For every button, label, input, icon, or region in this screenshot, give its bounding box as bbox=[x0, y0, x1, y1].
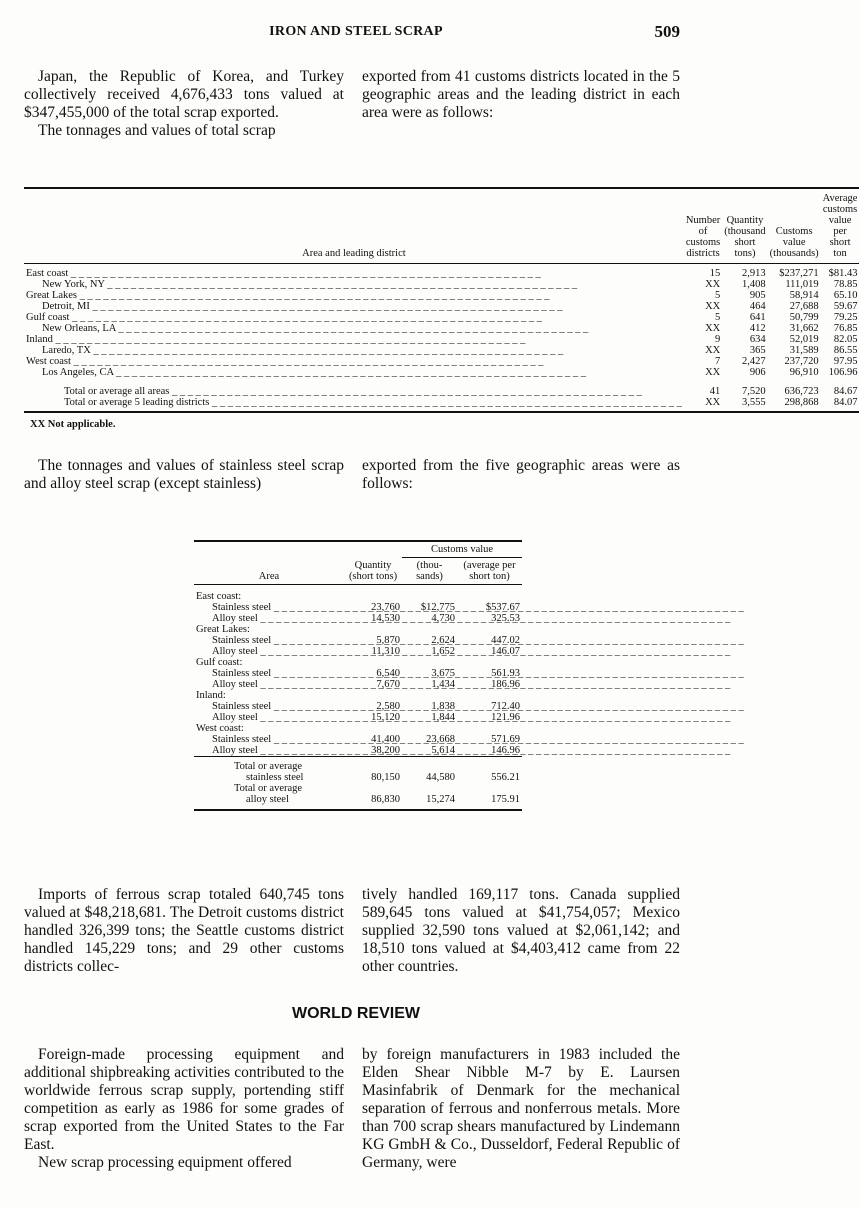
cell-value bbox=[402, 624, 457, 635]
cell-value: $12,775 bbox=[420, 602, 455, 613]
intro-paragraph-continued: exported from 41 customs districts located in the 5 geographic areas and the leading district in each area were as follows: bbox=[362, 68, 680, 121]
item-label: Stainless steel _ _ _ bbox=[194, 602, 344, 613]
cell-districts: 5 bbox=[715, 312, 721, 323]
cell-avg: 84.67 bbox=[833, 386, 858, 397]
cell-quantity bbox=[344, 657, 402, 668]
cell-value: 4,730 bbox=[431, 613, 455, 624]
cell-avg: 175.91 bbox=[457, 783, 522, 810]
column-header-average: Average customs value per short ton bbox=[822, 193, 858, 259]
stainless-alloy-table bbox=[194, 540, 522, 811]
table-row bbox=[24, 301, 859, 312]
cell-value: 58,914 bbox=[789, 290, 819, 301]
cell-value bbox=[402, 585, 457, 603]
cell-value: 1,652 bbox=[431, 646, 455, 657]
cell-quantity: 6,540 bbox=[376, 668, 400, 679]
cell-value: 44,580 bbox=[402, 757, 457, 784]
middle-paragraph-continued: exported from the five geographic areas were as follows: bbox=[362, 457, 680, 492]
cell-quantity: 464 bbox=[749, 301, 766, 312]
cell-value bbox=[402, 690, 457, 701]
item-label: Alloy steel _ _ _ bbox=[194, 613, 344, 624]
cell-districts: 5 bbox=[715, 290, 721, 301]
row-label: East coast _ _ _ bbox=[24, 264, 684, 280]
cell-quantity: 5,870 bbox=[376, 635, 400, 646]
column-header-customs-value: Customs value bbox=[402, 541, 522, 558]
total-label-line-1: Total or average bbox=[234, 761, 303, 772]
cell-value: 96,910 bbox=[789, 367, 819, 378]
cell-value: 111,019 bbox=[785, 279, 819, 290]
column-header-quantity: Quantity (short tons) bbox=[348, 560, 398, 582]
cell-quantity bbox=[344, 690, 402, 701]
cell-value: 52,019 bbox=[789, 334, 819, 345]
total-label-line-2: alloy steel bbox=[246, 794, 289, 805]
region-label: Gulf coast: bbox=[196, 657, 243, 668]
middle-paragraph: The tonnages and values of stainless steel scrap and alloy steel scrap (except stainless) bbox=[24, 457, 344, 492]
column-header-average: (average per short ton) bbox=[463, 560, 516, 582]
cell-value: 3,675 bbox=[431, 668, 455, 679]
section-heading-world-review: WORLD REVIEW bbox=[292, 1005, 420, 1022]
cell-value: 636,723 bbox=[784, 386, 819, 397]
row-label: Los Angeles, CA _ _ _ bbox=[24, 367, 684, 378]
table-row bbox=[194, 635, 522, 646]
item-label: Stainless steel _ _ _ bbox=[194, 668, 344, 679]
intro-paragraph-2: The tonnages and values of total scrap bbox=[38, 122, 276, 139]
cell-quantity: 86,830 bbox=[344, 783, 402, 810]
cell-quantity bbox=[344, 585, 402, 603]
table-footnote: XX Not applicable. bbox=[30, 419, 116, 430]
table-row bbox=[194, 657, 522, 668]
cell-avg: 325.53 bbox=[491, 613, 520, 624]
table-row bbox=[194, 701, 522, 712]
table-row bbox=[194, 646, 522, 657]
page-number: 509 bbox=[654, 22, 680, 41]
cell-avg: 556.21 bbox=[457, 757, 522, 784]
table-row bbox=[24, 323, 859, 334]
middle-right-column bbox=[362, 457, 680, 493]
cell-value: 1,838 bbox=[431, 701, 455, 712]
cell-districts: XX bbox=[705, 323, 721, 334]
table-row bbox=[194, 613, 522, 624]
cell-value: 15,274 bbox=[402, 783, 457, 810]
cell-value: 298,868 bbox=[768, 397, 821, 412]
row-label: West coast _ _ _ bbox=[24, 356, 684, 367]
cell-quantity: 412 bbox=[749, 323, 766, 334]
row-label: Inland _ _ _ bbox=[24, 334, 684, 345]
world-review-right-column bbox=[362, 1046, 680, 1172]
total-label-line-1: Total or average bbox=[234, 783, 303, 794]
table-row bbox=[194, 723, 522, 734]
cell-districts: XX bbox=[705, 367, 721, 378]
cell-avg: 65.10 bbox=[833, 290, 858, 301]
cell-avg: 146.96 bbox=[491, 745, 520, 756]
cell-quantity: 14,530 bbox=[371, 613, 400, 624]
world-review-left-column bbox=[24, 1046, 344, 1172]
cell-districts: XX bbox=[684, 397, 722, 412]
cell-avg: 146.07 bbox=[491, 646, 520, 657]
imports-right-column bbox=[362, 886, 680, 976]
cell-quantity: 7,670 bbox=[376, 679, 400, 690]
cell-districts: 41 bbox=[709, 386, 721, 397]
cell-value: 2,624 bbox=[431, 635, 455, 646]
cell-quantity bbox=[344, 723, 402, 734]
region-label: Great Lakes: bbox=[196, 624, 250, 635]
cell-quantity: 3,555 bbox=[722, 397, 767, 412]
cell-avg: 78.85 bbox=[833, 279, 858, 290]
cell-value bbox=[402, 657, 457, 668]
middle-left-column bbox=[24, 457, 344, 493]
table-row bbox=[194, 745, 522, 757]
column-header-area: Area and leading district bbox=[302, 248, 406, 259]
cell-value: 23,668 bbox=[426, 734, 455, 745]
cell-value: 27,688 bbox=[789, 301, 819, 312]
cell-quantity: 7,520 bbox=[742, 386, 766, 397]
cell-quantity: 2,580 bbox=[376, 701, 400, 712]
cell-avg: 561.93 bbox=[491, 668, 520, 679]
column-header-area: Area bbox=[258, 571, 280, 582]
total-row bbox=[194, 783, 522, 810]
column-header-districts: Number of customs districts bbox=[685, 215, 721, 259]
table-header-row bbox=[24, 188, 859, 264]
table-header-row bbox=[194, 541, 522, 558]
total-row bbox=[24, 378, 859, 397]
table-row bbox=[194, 602, 522, 613]
cell-avg: 84.07 bbox=[821, 397, 859, 412]
cell-districts: 9 bbox=[715, 334, 721, 345]
cell-avg: 79.25 bbox=[833, 312, 858, 323]
item-label: Alloy steel _ _ _ bbox=[194, 712, 344, 723]
table-row bbox=[194, 690, 522, 701]
imports-paragraph: Imports of ferrous scrap totaled 640,745 tons valued at $48,218,681. The Detroit customs district handled 326,399 tons; the Seattle customs district handled 145,229 tons; and 29 other customs districts collec- bbox=[24, 886, 344, 975]
table-row bbox=[24, 367, 859, 378]
item-label: Alloy steel _ _ _ bbox=[194, 745, 344, 757]
cell-quantity: 641 bbox=[749, 312, 766, 323]
item-label: Stainless steel _ _ _ bbox=[194, 734, 344, 745]
intro-right-column bbox=[362, 68, 680, 122]
cell-quantity: 41,400 bbox=[371, 734, 400, 745]
total-row bbox=[194, 757, 522, 784]
cell-value: $237,271 bbox=[779, 268, 819, 279]
imports-paragraph-continued: tively handled 169,117 tons. Canada supplied 589,645 tons valued at $41,754,057; Mexico supplied 32,590 tons valued at $2,061,142; and 18,510 tons valued at $4,403,412 came from 22 other countries. bbox=[362, 886, 680, 975]
cell-avg: 97.95 bbox=[833, 356, 858, 367]
row-label: Great Lakes _ _ _ bbox=[24, 290, 684, 301]
cell-avg bbox=[457, 657, 522, 668]
cell-avg: $537.67 bbox=[485, 602, 520, 613]
table-row bbox=[24, 264, 859, 280]
column-header-quantity: Quantity (thousand short tons) bbox=[724, 215, 766, 259]
cell-avg: 76.85 bbox=[833, 323, 858, 334]
cell-districts: 15 bbox=[709, 268, 721, 279]
row-label: Laredo, TX _ _ _ bbox=[24, 345, 684, 356]
export-districts-table bbox=[24, 187, 859, 413]
total-label bbox=[194, 783, 344, 810]
row-label: New York, NY _ _ _ bbox=[24, 279, 684, 290]
cell-value: 1,434 bbox=[431, 679, 455, 690]
world-review-paragraph: Foreign-made processing equipment and additional shipbreaking activities contributed to the worldwide ferrous scrap supply, portending stiff competition as early as 1986 for some grades of scrap exported from the United States to the Far East. bbox=[24, 1046, 344, 1153]
cell-avg: 712.40 bbox=[491, 701, 520, 712]
item-label: Stainless steel _ _ _ bbox=[194, 635, 344, 646]
cell-quantity: 365 bbox=[749, 345, 766, 356]
cell-avg: 82.05 bbox=[833, 334, 858, 345]
cell-avg: 571.69 bbox=[491, 734, 520, 745]
cell-quantity: 15,120 bbox=[371, 712, 400, 723]
table-row bbox=[194, 734, 522, 745]
cell-value bbox=[402, 723, 457, 734]
region-label: East coast: bbox=[196, 591, 242, 602]
total-row bbox=[24, 397, 859, 412]
cell-quantity: 2,913 bbox=[742, 268, 766, 279]
cell-avg: 186.96 bbox=[491, 679, 520, 690]
cell-avg: 86.55 bbox=[833, 345, 858, 356]
cell-value: 237,720 bbox=[784, 356, 819, 367]
region-label: Inland: bbox=[196, 690, 226, 701]
cell-quantity: 2,427 bbox=[742, 356, 766, 367]
table-row bbox=[194, 585, 522, 603]
cell-avg bbox=[457, 585, 522, 603]
cell-quantity: 80,150 bbox=[344, 757, 402, 784]
cell-quantity: 905 bbox=[749, 290, 766, 301]
table-row bbox=[194, 679, 522, 690]
cell-avg: $81.43 bbox=[828, 268, 858, 279]
intro-left-column bbox=[24, 68, 344, 140]
table-row bbox=[24, 334, 859, 345]
column-header-thousands: (thou- sands) bbox=[416, 560, 443, 582]
table-row bbox=[24, 290, 859, 301]
intro-paragraph: Japan, the Republic of Korea, and Turkey collectively received 4,676,433 tons valued at $347,455,000 of the total scrap exported. bbox=[24, 68, 344, 121]
table-row bbox=[24, 312, 859, 323]
imports-left-column bbox=[24, 886, 344, 976]
cell-avg bbox=[457, 624, 522, 635]
cell-value: 31,589 bbox=[789, 345, 819, 356]
cell-value: 31,662 bbox=[789, 323, 819, 334]
column-header-value: Customs value (thousands) bbox=[769, 226, 819, 259]
table-row bbox=[194, 624, 522, 635]
cell-districts: XX bbox=[705, 345, 721, 356]
total-label-line-2: stainless steel bbox=[246, 772, 304, 783]
total-label: Total or average 5 leading districts _ _ _ bbox=[24, 397, 684, 412]
cell-districts: XX bbox=[705, 279, 721, 290]
table-row bbox=[194, 668, 522, 679]
cell-value: 5,614 bbox=[431, 745, 455, 756]
cell-value: 1,844 bbox=[431, 712, 455, 723]
cell-avg bbox=[457, 723, 522, 734]
world-review-paragraph-continued: by foreign manufacturers in 1983 included the Elden Shear Nibble M-7 by E. Laursen Masinfabrik of Denmark for the mechanical separation of ferrous and nonferrous metals. More than 700 scrap shears manufactured by Lindemann KG GmbH & Co., Dusseldorf, Federal Republic of Germany, were bbox=[362, 1046, 680, 1171]
table-row bbox=[24, 345, 859, 356]
region-label: West coast: bbox=[196, 723, 244, 734]
cell-quantity bbox=[344, 624, 402, 635]
cell-avg: 121.96 bbox=[491, 712, 520, 723]
cell-quantity: 906 bbox=[749, 367, 766, 378]
table-row bbox=[24, 279, 859, 290]
row-label: New Orleans, LA _ _ _ bbox=[24, 323, 684, 334]
cell-value: 50,799 bbox=[789, 312, 819, 323]
cell-districts: XX bbox=[705, 301, 721, 312]
world-review-paragraph-2: New scrap processing equipment offered bbox=[38, 1154, 292, 1171]
item-label: Alloy steel _ _ _ bbox=[194, 679, 344, 690]
cell-districts: 7 bbox=[715, 356, 721, 367]
cell-avg: 59.67 bbox=[833, 301, 858, 312]
cell-avg: 447.02 bbox=[491, 635, 520, 646]
total-label bbox=[194, 757, 344, 784]
cell-quantity: 1,408 bbox=[742, 279, 766, 290]
cell-quantity: 23,760 bbox=[371, 602, 400, 613]
cell-quantity: 11,310 bbox=[371, 646, 400, 657]
cell-quantity: 38,200 bbox=[371, 745, 400, 756]
cell-quantity: 634 bbox=[749, 334, 766, 345]
running-header: IRON AND STEEL SCRAP bbox=[269, 24, 443, 39]
table-row bbox=[24, 356, 859, 367]
table-row bbox=[194, 712, 522, 723]
item-label: Stainless steel _ _ _ bbox=[194, 701, 344, 712]
item-label: Alloy steel _ _ _ bbox=[194, 646, 344, 657]
row-label: Detroit, MI _ _ _ bbox=[24, 301, 684, 312]
row-label: Gulf coast _ _ _ bbox=[24, 312, 684, 323]
total-label: Total or average all areas _ _ _ bbox=[24, 378, 684, 397]
cell-avg: 106.96 bbox=[828, 367, 858, 378]
cell-avg bbox=[457, 690, 522, 701]
